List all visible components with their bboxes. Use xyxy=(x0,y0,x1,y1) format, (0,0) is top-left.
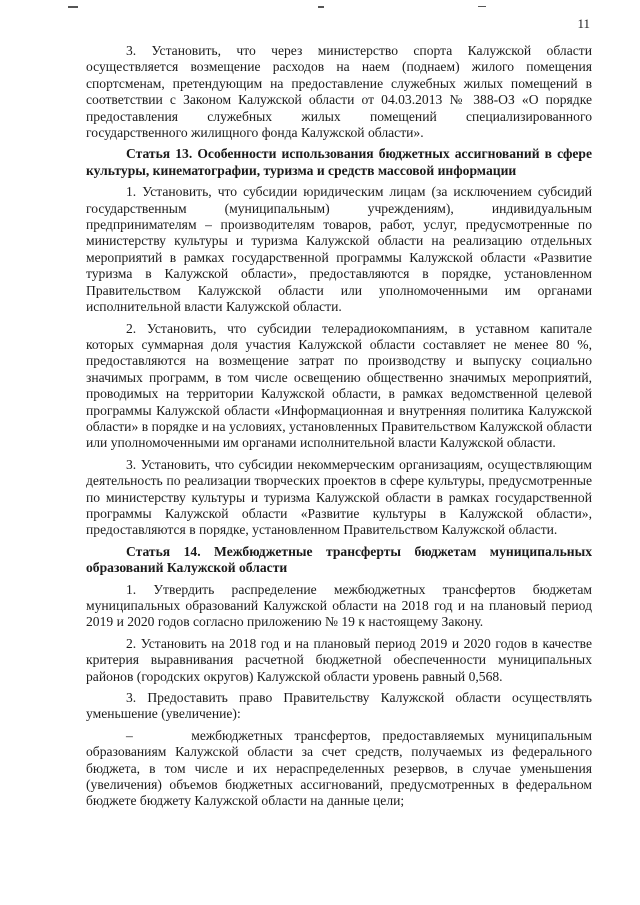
dash-marker: – xyxy=(126,727,133,743)
document-body xyxy=(86,43,592,815)
article-13-heading: Статья 13. Особенности использования бюджетных ассигнований в сфере культуры, кинематографии, туризма и средств массовой информации xyxy=(86,146,592,178)
bullet-text: межбюджетных трансфертов, предоставляемых муниципальным образованиям Калужской области за счет средств, получаемых из федерального бюджета, в том числе и их нераспределенных резервов, в случае уменьшения (увеличения) объемов бюджетных ассигнований, предусмотренных в федеральном бюджете бюджету Калужской области на данные цели; xyxy=(86,727,592,809)
scan-mark xyxy=(478,6,486,7)
paragraph-3-sport: 3. Установить, что через министерство спорта Калужской области осуществляется возмещение расходов на наем (поднаем) жилого помещения спортсменам, претендующим на предоставление служебных жилых помещений в соответствии с Законом Калужской области от 04.03.2013 № 388-ОЗ «О порядке предоставления служебных жилых помещений специализированного государственного жилищного фонда Калужской области». xyxy=(86,43,592,141)
paragraph-13-1: 1. Установить, что субсидии юридическим лицам (за исключением субсидий государственным (муниципальным) учреждениям), индивидуальным предпринимателям – производителям товаров, работ, услуг, предусмотренные по министерству культуры и туризма Калужской области на реализацию отдельных мероприятий в рамках государственной программы Калужской области «Развитие туризма в Калужской области», предоставляются в порядке, установленном Правительством Калужской области или уполномоченными им органами исполнительной власти Калужской области. xyxy=(86,184,592,315)
bullet-item xyxy=(86,728,592,810)
page-number: 11 xyxy=(577,16,590,31)
paragraph-14-1: 1. Утвердить распределение межбюджетных трансфертов бюджетам муниципальных образований Калужской области на 2018 год и на плановый период 2019 и 2020 годов согласно приложению № 19 к настоящему Закону. xyxy=(86,581,592,630)
article-14-heading: Статья 14. Межбюджетные трансферты бюджетам муниципальных образований Калужской области xyxy=(86,543,592,576)
scan-artifacts xyxy=(0,0,640,14)
paragraph-14-3: 3. Предоставить право Правительству Калужской области осуществлять уменьшение (увеличение): xyxy=(86,690,592,722)
paragraph-14-2: 2. Установить на 2018 год и на плановый период 2019 и 2020 годов в качестве критерия выравнивания расчетной бюджетной обеспеченности муниципальных районов (городских округов) Калужской области уровень равный 0,568. xyxy=(86,635,592,684)
scan-mark xyxy=(68,6,78,8)
scan-mark xyxy=(318,6,324,8)
paragraph-13-3: 3. Установить, что субсидии некоммерческим организациям, осуществляющим деятельность по реализации творческих проектов в сфере культуры, предусмотренные по министерству культуры и туризма Калужской области в рамках государственной программы Калужской области «Развитие культуры в Калужской области», предоставляются в порядке, установленном Правительством Калужской области. xyxy=(86,456,592,538)
paragraph-13-2: 2. Установить, что субсидии телерадиокомпаниям, в уставном капитале которых суммарная доля участия Калужской области составляет не менее 80 %, предоставляются на возмещение затрат по производству и выпуску социально значимых программ, в том числе освещению общественно значимых мероприятий, проводимых на территории Калужской области, в рамках ведомственной целевой программы Калужской области «Информационная и внутренняя политика Калужской области» в порядке и на условиях, установленных Правительством Калужской области или уполномоченными им органами исполнительной власти Калужской области. xyxy=(86,320,592,451)
